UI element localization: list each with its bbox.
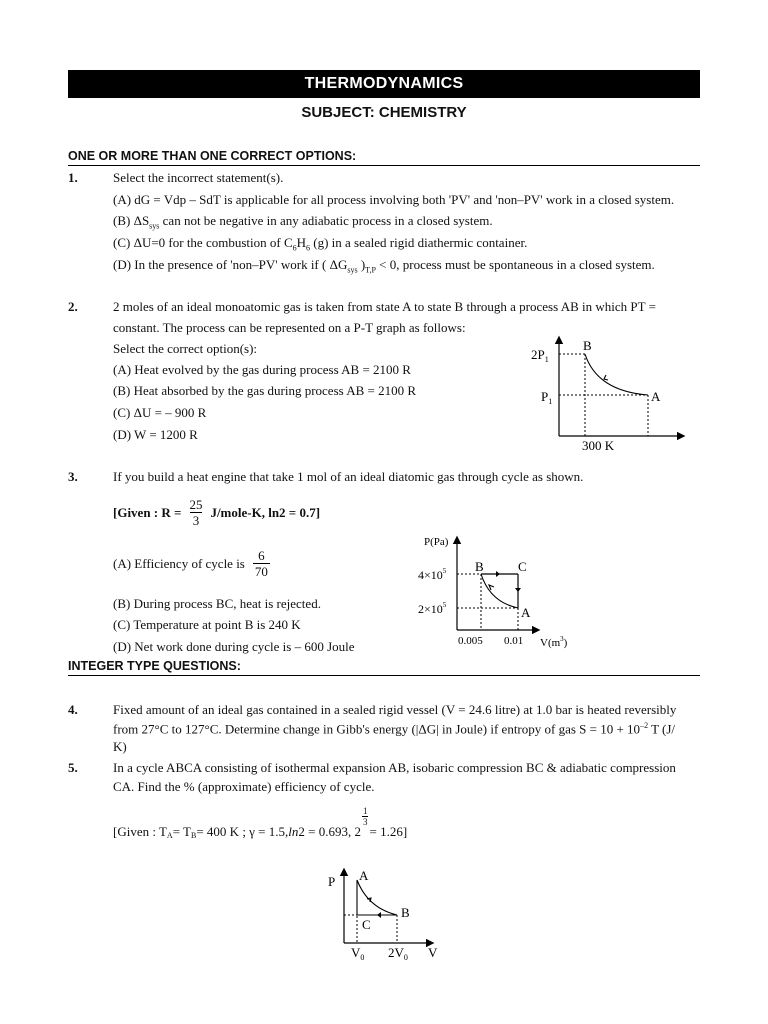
q3-point-c: C bbox=[518, 559, 527, 574]
section-divider-2 bbox=[68, 675, 700, 676]
q3-label-4e5: $4\times 10^5$ bbox=[418, 567, 447, 582]
q2-pt-graph bbox=[525, 334, 695, 458]
q3-option-d: (D) Net work done during cycle is – 600 Joule bbox=[113, 639, 355, 654]
q3-option-a-fraction: 6 70 bbox=[254, 548, 268, 579]
q5-point-a: A bbox=[359, 868, 369, 883]
q3-option-c: (C) Temperature at point B is 240 K bbox=[113, 617, 301, 632]
q2-label-2p1: $2P_1$ bbox=[531, 347, 549, 364]
q2-point-a: A bbox=[651, 389, 661, 404]
q2-option-a: (A) Heat evolved by the gas during process AB = 2100 R bbox=[113, 362, 411, 377]
q5-line1: In a cycle ABCA consisting of isothermal expansion AB, isobaric compression BC & adiabatic compression bbox=[113, 760, 676, 775]
section-heading-integer: INTEGER TYPE QUESTIONS: bbox=[68, 659, 241, 673]
q3-arrow-ca bbox=[515, 588, 521, 592]
q3-option-a: (A) Efficiency of cycle is 6 70 bbox=[113, 548, 268, 579]
q5-label-2v0: $2V_0$ bbox=[388, 945, 408, 962]
q5-curve-ab bbox=[357, 880, 397, 915]
q5-x-label: V bbox=[428, 945, 438, 960]
q4-line2: from 27°C to 127°C. Determine change in Gibb's energy (|ΔG| in Joule) if entropy of gas $S = 10 + 10^{-2}$ T (J/ bbox=[113, 721, 676, 737]
q3-given: [Given : R = $\frac{25}{3}$ J/mole-K, ln2 = 0.7] bbox=[113, 497, 321, 528]
q1-stem: Select the incorrect statement(s). bbox=[113, 170, 284, 185]
q4-number: 4. bbox=[68, 702, 78, 717]
q5-point-b: B bbox=[401, 905, 410, 920]
q4-line1: Fixed amount of an ideal gas contained in a sealed rigid vessel (V = 24.6 litre) at 1.0 bar is heated reversibly bbox=[113, 702, 677, 717]
q2-label-300k: 300 K bbox=[582, 438, 615, 453]
q2-option-c: (C) ΔU = – 900 R bbox=[113, 405, 207, 420]
q2-label-p1: $P_1$ bbox=[541, 389, 553, 406]
q3-line1: If you build a heat engine that take 1 mol of an ideal diatomic gas through cycle as shown. bbox=[113, 469, 584, 484]
title-banner bbox=[68, 70, 700, 98]
q5-number: 5. bbox=[68, 760, 78, 775]
q3-option-b: (B) During process BC, heat is rejected. bbox=[113, 596, 321, 611]
page-title: THERMODYNAMICS bbox=[304, 75, 464, 92]
subject-heading: SUBJECT: CHEMISTRY bbox=[301, 104, 467, 121]
q5-point-c: C bbox=[362, 917, 371, 932]
q5-arrow-bc bbox=[377, 912, 381, 918]
q5-y-label: P bbox=[328, 874, 336, 889]
q5-pv-graph bbox=[322, 866, 447, 964]
q3-label-001: 0.01 bbox=[504, 635, 524, 647]
q3-arrow-bc bbox=[496, 571, 500, 577]
q5-given: [Given : T $_A$ = T $_B$ = 400 K ; γ = 1.5, ln 2 = 0.693, 2 $\frac{1}{3}$ = 1.26] bbox=[113, 806, 408, 840]
q3-label-0005: 0.005 bbox=[458, 635, 483, 647]
q3-curve-ab bbox=[481, 574, 518, 608]
q3-pv-graph bbox=[410, 530, 585, 658]
q2-line2: constant. The process can be represented on a P-T graph as follows: bbox=[113, 320, 466, 335]
q5-line2: CA. Find the % (approximate) efficiency of cycle. bbox=[113, 779, 375, 794]
q2-point-b: B bbox=[583, 338, 592, 353]
q1-option-a: (A) dG = Vdp – SdT is applicable for all process involving both 'PV' and 'non–PV' work in a closed system. bbox=[113, 192, 675, 207]
q3-x-label: $V(m^3)$ bbox=[540, 635, 568, 649]
q3-given-fraction: $\frac{25}{3}$ bbox=[189, 497, 203, 528]
q2-option-d: (D) W = 1200 R bbox=[113, 427, 198, 442]
q1-option-b: (B) $\Delta S_{sys}$ can not be negative in any adiabatic process in a closed system. bbox=[113, 213, 493, 231]
q3-point-b: B bbox=[475, 559, 484, 574]
q2-line3: Select the correct option(s): bbox=[113, 341, 258, 356]
q2-curve-ab bbox=[585, 354, 648, 395]
q1-number: 1. bbox=[68, 170, 78, 185]
q3-label-2e5: $2\times 10^5$ bbox=[418, 601, 447, 616]
q5-label-v0: $V_0$ bbox=[351, 945, 365, 962]
q2-number: 2. bbox=[68, 299, 78, 314]
q4-line3: K) bbox=[113, 739, 127, 754]
q2-curve-arrow bbox=[604, 375, 608, 380]
q2-line1: 2 moles of an ideal monoatomic gas is taken from state A to state B through a process AB in which PT = bbox=[113, 299, 656, 314]
q3-arrow-ab bbox=[489, 585, 494, 590]
section-heading-multiple: ONE OR MORE THAN ONE CORRECT OPTIONS: bbox=[68, 149, 357, 163]
q3-y-label: P(Pa) bbox=[424, 536, 449, 548]
q5-exponent-fraction: $\frac{1}{3}$ bbox=[362, 806, 368, 827]
q1-option-d: (D) In the presence of 'non–PV' work if ( $\Delta G_{sys}$ )$_{T,P} < 0$, process must be spontaneous in a closed system. bbox=[113, 257, 655, 275]
q3-number: 3. bbox=[68, 469, 78, 484]
q1-option-c: (C) ΔU=0 for the combustion of $C_6H_6$ (g) in a sealed rigid diathermic container. bbox=[113, 235, 528, 253]
q3-point-a: A bbox=[521, 605, 531, 620]
section-divider bbox=[68, 165, 700, 166]
q2-option-b: (B) Heat absorbed by the gas during process AB = 2100 R bbox=[113, 383, 417, 398]
